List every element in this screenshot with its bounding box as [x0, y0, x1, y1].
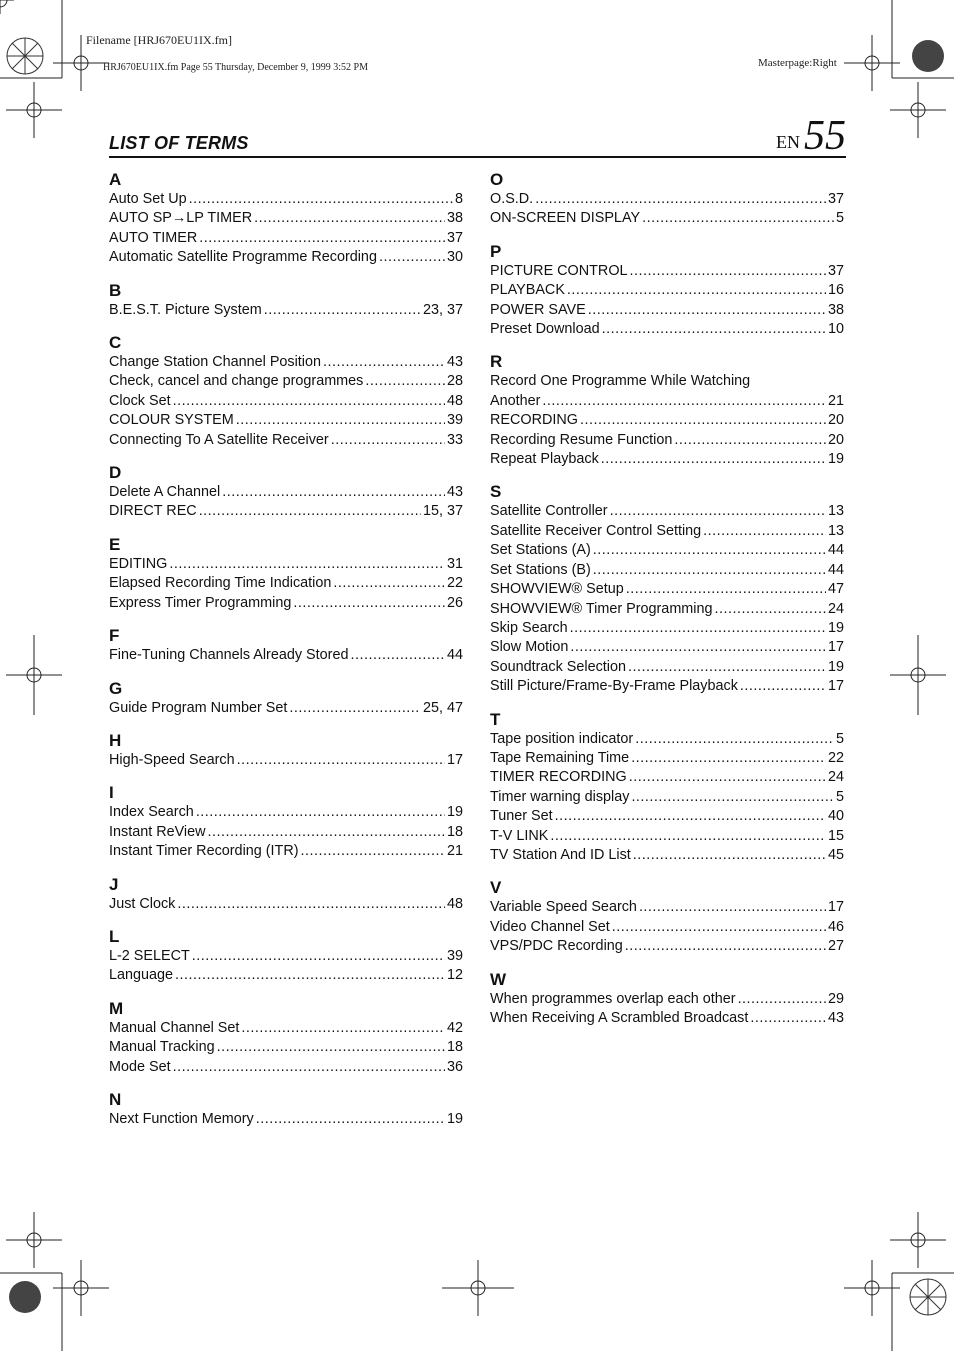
entry-page: 37	[446, 229, 463, 246]
index-entry	[109, 353, 463, 372]
entry-page: 20	[827, 412, 844, 429]
entry-term: O.S.D.	[490, 191, 534, 207]
index-section	[490, 481, 844, 696]
leader-dots	[196, 803, 445, 822]
leader-dots	[173, 1058, 445, 1077]
index-entry	[490, 392, 844, 411]
leader-dots	[750, 1009, 826, 1028]
leader-dots	[199, 229, 445, 248]
entry-term: VPS/PDC Recording	[490, 938, 623, 955]
entry-page: 23, 37	[422, 301, 463, 318]
index-entry	[490, 600, 844, 619]
leader-dots	[625, 937, 826, 956]
entry-page: 48	[446, 392, 463, 409]
leader-dots	[555, 807, 826, 826]
entry-term: Check, cancel and change programmes	[109, 373, 364, 390]
entry-term: Tape Remaining Time	[490, 749, 630, 766]
entry-page: 36	[446, 1058, 463, 1075]
index-section	[490, 169, 844, 229]
entry-term: Fine-Tuning Channels Already Stored	[109, 647, 349, 664]
entry-page: 5	[835, 788, 844, 805]
section-letter: W	[490, 969, 507, 989]
index-entry	[490, 301, 844, 320]
entry-page: 33	[446, 431, 463, 448]
entry-page: 27	[827, 938, 844, 955]
entry-page: 37	[827, 262, 844, 279]
entry-term: When programmes overlap each other	[490, 990, 736, 1007]
entry-term: PICTURE CONTROL	[490, 262, 628, 279]
entry-page: 38	[827, 301, 844, 318]
leader-dots	[703, 522, 826, 541]
index-entry	[490, 450, 844, 469]
index-section	[490, 709, 844, 866]
index-entry	[109, 574, 463, 593]
index-section	[109, 625, 463, 665]
leader-dots	[331, 431, 445, 450]
terms-column-right	[490, 169, 844, 1040]
leader-dots	[173, 392, 445, 411]
entry-page: 44	[446, 647, 463, 664]
entry-page: 30	[446, 249, 463, 266]
index-entry	[109, 594, 463, 613]
entry-term: Repeat Playback	[490, 451, 599, 468]
entry-term: L-2 SELECT	[109, 947, 190, 964]
entry-page: 12	[446, 967, 463, 984]
entry-page: 43	[446, 354, 463, 371]
entry-page: 18	[446, 1039, 463, 1056]
index-section	[109, 462, 463, 522]
entry-term: Manual Channel Set	[109, 1019, 240, 1036]
entry-term: Tape position indicator	[490, 730, 634, 747]
entry-page: 22	[446, 575, 463, 592]
section-letter: P	[490, 241, 502, 261]
index-entry	[490, 768, 844, 787]
entry-term: Recording Resume Function	[490, 431, 673, 448]
entry-page: 28	[446, 373, 463, 390]
index-section	[490, 877, 844, 956]
leader-dots	[738, 990, 826, 1009]
index-section	[490, 351, 844, 469]
index-entry	[109, 895, 463, 914]
entry-page: 26	[446, 594, 463, 611]
entry-term: Clock Set	[109, 392, 171, 409]
file-info-label: HRJ670EU1IX.fm Page 55 Thursday, December 9, 1999 3:52 PM	[103, 62, 368, 73]
leader-dots	[323, 353, 445, 372]
entry-term: Satellite Receiver Control Setting	[490, 522, 702, 539]
section-letter: R	[490, 352, 503, 372]
index-entry	[490, 541, 844, 560]
section-letter: H	[109, 730, 122, 750]
leader-dots	[254, 209, 445, 228]
leader-dots	[629, 768, 826, 787]
leader-dots	[177, 895, 445, 914]
entry-term: Another	[490, 392, 541, 409]
entry-page: 47	[827, 581, 844, 598]
index-entry	[109, 646, 463, 665]
leader-dots	[630, 262, 826, 281]
leader-dots	[601, 450, 826, 469]
leader-dots	[628, 658, 826, 677]
entry-page: 29	[827, 990, 844, 1007]
index-section	[109, 169, 463, 268]
index-section	[490, 241, 844, 340]
entry-term: Still Picture/Frame-By-Frame Playback	[490, 678, 738, 695]
index-section	[109, 874, 463, 914]
page-title: LIST OF TERMS	[109, 133, 249, 153]
entry-term: Instant Timer Recording (ITR)	[109, 843, 299, 860]
leader-dots	[264, 301, 421, 320]
entry-term: Instant ReView	[109, 823, 206, 840]
entry-page: 15	[827, 827, 844, 844]
leader-dots	[631, 749, 826, 768]
index-entry	[490, 580, 844, 599]
index-entry	[490, 730, 844, 749]
language-code: EN	[776, 132, 800, 152]
leader-dots	[236, 411, 445, 430]
leader-dots	[550, 827, 826, 846]
index-section	[109, 678, 463, 718]
index-section	[109, 332, 463, 450]
index-section	[109, 280, 463, 320]
entry-page: 19	[446, 804, 463, 821]
entry-page: 43	[446, 484, 463, 501]
leader-dots	[301, 842, 445, 861]
entry-page: 5	[835, 730, 844, 747]
entry-page: 15, 37	[422, 503, 463, 520]
page-header	[109, 113, 846, 159]
leader-dots	[293, 594, 445, 613]
entry-term: ON-SCREEN DISPLAY	[490, 210, 641, 227]
entry-page: 17	[446, 751, 463, 768]
entry-page: 18	[446, 823, 463, 840]
entry-page: 8	[454, 191, 463, 207]
leader-dots	[626, 580, 826, 599]
entry-term: Change Station Channel Position	[109, 354, 322, 371]
leader-dots	[192, 947, 445, 966]
index-entry	[490, 898, 844, 917]
entry-page: 17	[827, 639, 844, 656]
entry-page: 24	[827, 600, 844, 617]
leader-dots	[602, 320, 826, 339]
leader-dots	[365, 372, 445, 391]
entry-term: DIRECT REC	[109, 503, 197, 520]
section-letter: T	[490, 709, 501, 729]
entry-term: Soundtrack Selection	[490, 658, 626, 675]
entry-page: 39	[446, 412, 463, 429]
leader-dots	[169, 555, 445, 574]
index-entry	[109, 483, 463, 502]
entry-page: 10	[827, 321, 844, 338]
terms-column-left	[109, 169, 463, 1141]
entry-term: Skip Search	[490, 619, 568, 636]
leader-dots	[674, 431, 826, 450]
index-entry	[490, 1009, 844, 1028]
leader-dots	[217, 1038, 445, 1057]
entry-page: 38	[446, 210, 463, 227]
index-entry	[109, 751, 463, 770]
leader-dots	[350, 646, 445, 665]
entry-term: Elapsed Recording Time Indication	[109, 575, 332, 592]
entry-term: TV Station And ID List	[490, 846, 631, 863]
section-letter: F	[109, 626, 120, 646]
index-entry	[490, 937, 844, 956]
leader-dots	[631, 788, 834, 807]
entry-page: 37	[827, 191, 844, 207]
entry-page: 24	[827, 769, 844, 786]
index-entry	[490, 209, 844, 228]
entry-term: Guide Program Number Set	[109, 699, 288, 716]
entry-page: 19	[446, 1110, 463, 1127]
entry-page: 17	[827, 678, 844, 695]
entry-term: Video Channel Set	[490, 918, 610, 935]
entry-term: B.E.S.T. Picture System	[109, 301, 262, 318]
index-entry	[490, 807, 844, 826]
index-entry	[490, 846, 844, 865]
entry-page: 40	[827, 808, 844, 825]
entry-term: Express Timer Programming	[109, 594, 292, 611]
entry-page: 19	[827, 658, 844, 675]
leader-dots	[593, 541, 826, 560]
index-entry	[109, 1110, 463, 1129]
index-entry	[490, 827, 844, 846]
entry-page: 45	[827, 846, 844, 863]
entry-term: Satellite Controller	[490, 503, 608, 520]
index-entry	[490, 658, 844, 677]
entry-term: Automatic Satellite Programme Recording	[109, 249, 377, 266]
entry-term: Variable Speed Search	[490, 899, 637, 916]
section-letter: A	[109, 170, 122, 189]
leader-dots	[567, 281, 826, 300]
entry-page: 13	[827, 522, 844, 539]
entry-term: AUTO SP→LP TIMER	[109, 210, 253, 227]
entry-term: Tuner Set	[490, 808, 553, 825]
entry-page: 21	[446, 843, 463, 860]
leader-dots	[635, 730, 834, 749]
entry-term: Just Clock	[109, 895, 176, 912]
section-letter: L	[109, 926, 120, 946]
index-entry	[490, 788, 844, 807]
index-entry	[490, 619, 844, 638]
leader-dots	[222, 483, 445, 502]
index-entry	[490, 372, 844, 391]
index-entry	[490, 502, 844, 521]
leader-dots	[642, 209, 834, 228]
entry-term: POWER SAVE	[490, 301, 586, 318]
section-letter: V	[490, 878, 502, 898]
leader-dots	[588, 301, 826, 320]
section-letter: G	[109, 678, 123, 698]
leader-dots	[580, 411, 826, 430]
index-entry	[109, 966, 463, 985]
index-entry	[109, 431, 463, 450]
leader-dots	[237, 751, 445, 770]
section-letter: D	[109, 463, 122, 483]
entry-term: Slow Motion	[490, 639, 569, 656]
index-section	[109, 782, 463, 861]
index-entry	[490, 522, 844, 541]
leader-dots	[570, 638, 826, 657]
index-section	[490, 969, 844, 1029]
leader-dots	[535, 190, 826, 209]
leader-dots	[639, 898, 826, 917]
index-entry	[490, 990, 844, 1009]
entry-page: 19	[827, 451, 844, 468]
leader-dots	[379, 248, 445, 267]
index-section	[109, 998, 463, 1077]
index-entry	[490, 190, 844, 209]
section-letter: N	[109, 1089, 122, 1109]
entry-page: 31	[446, 555, 463, 572]
index-entry	[490, 320, 844, 339]
leader-dots	[256, 1110, 445, 1129]
index-section	[109, 534, 463, 613]
leader-dots	[208, 823, 445, 842]
entry-term: EDITING	[109, 555, 168, 572]
entry-term: Record One Programme While Watching	[490, 373, 751, 390]
index-entry	[490, 262, 844, 281]
entry-term: Connecting To A Satellite Receiver	[109, 431, 329, 448]
entry-term: SHOWVIEW® Timer Programming	[490, 600, 713, 617]
leader-dots	[189, 190, 453, 209]
leader-dots	[715, 600, 826, 619]
entry-term: TIMER RECORDING	[490, 769, 627, 786]
leader-dots	[610, 502, 826, 521]
index-entry	[109, 947, 463, 966]
index-entry	[109, 699, 463, 718]
entry-page: 20	[827, 431, 844, 448]
index-entry	[109, 1058, 463, 1077]
entry-page: 25, 47	[422, 699, 463, 716]
page-number: 55	[804, 113, 846, 159]
entry-page: 5	[835, 210, 844, 227]
entry-term: AUTO TIMER	[109, 229, 198, 246]
entry-term: Language	[109, 967, 174, 984]
entry-term: COLOUR SYSTEM	[109, 412, 234, 429]
entry-term: Manual Tracking	[109, 1039, 215, 1056]
index-entry	[490, 677, 844, 696]
index-entry	[109, 502, 463, 521]
index-entry	[109, 411, 463, 430]
entry-page: 43	[827, 1010, 844, 1026]
index-entry	[109, 1038, 463, 1057]
index-entry	[490, 411, 844, 430]
leader-dots	[333, 574, 445, 593]
section-letter: J	[109, 874, 119, 894]
index-entry	[109, 555, 463, 574]
index-entry	[109, 1019, 463, 1038]
leader-dots	[612, 918, 826, 937]
leader-dots	[199, 502, 421, 521]
index-entry	[109, 209, 463, 228]
index-entry	[109, 301, 463, 320]
index-entry	[490, 749, 844, 768]
section-letter: I	[109, 783, 114, 803]
index-section	[109, 1089, 463, 1129]
index-entry	[109, 190, 463, 209]
entry-term: SHOWVIEW® Setup	[490, 581, 624, 598]
index-section	[109, 926, 463, 986]
entry-term: When Receiving A Scrambled Broadcast	[490, 1010, 749, 1026]
index-entry	[490, 431, 844, 450]
leader-dots	[593, 561, 826, 580]
entry-term: RECORDING	[490, 412, 578, 429]
masterpage-label: Masterpage:Right	[758, 57, 837, 69]
entry-page: 44	[827, 542, 844, 559]
entry-page: 17	[827, 899, 844, 916]
entry-page: 21	[827, 392, 844, 409]
section-letter: C	[109, 333, 122, 353]
entry-page: 42	[446, 1019, 463, 1036]
entry-term: T-V LINK	[490, 827, 549, 844]
section-letter: S	[490, 482, 502, 502]
index-entry	[109, 248, 463, 267]
entry-term: Set Stations (A)	[490, 542, 591, 559]
entry-page: 44	[827, 561, 844, 578]
index-entry	[490, 281, 844, 300]
index-entry	[109, 803, 463, 822]
index-entry	[109, 372, 463, 391]
section-letter: B	[109, 280, 122, 300]
index-entry	[109, 823, 463, 842]
leader-dots	[740, 677, 826, 696]
entry-page: 16	[827, 282, 844, 299]
entry-term: Mode Set	[109, 1058, 171, 1075]
entry-page: 22	[827, 749, 844, 766]
leader-dots	[570, 619, 826, 638]
index-entry	[490, 561, 844, 580]
section-letter: M	[109, 998, 124, 1018]
section-letter: O	[490, 170, 504, 189]
entry-term: Delete A Channel	[109, 484, 221, 501]
entry-page: 48	[446, 895, 463, 912]
index-entry	[490, 918, 844, 937]
entry-page: 13	[827, 503, 844, 520]
leader-dots	[175, 966, 445, 985]
index-entry	[109, 842, 463, 861]
entry-term: Auto Set Up	[109, 191, 187, 207]
index-entry	[490, 638, 844, 657]
index-entry	[109, 229, 463, 248]
leader-dots	[542, 392, 826, 411]
entry-term: Timer warning display	[490, 788, 630, 805]
leader-dots	[241, 1019, 445, 1038]
entry-term: High-Speed Search	[109, 751, 235, 768]
entry-term: Set Stations (B)	[490, 561, 591, 578]
filename-label: Filename [HRJ670EU1IX.fm]	[86, 33, 232, 47]
entry-term: Preset Download	[490, 321, 600, 338]
index-section	[109, 730, 463, 770]
index-entry	[109, 392, 463, 411]
entry-term: PLAYBACK	[490, 282, 565, 299]
entry-page: 39	[446, 947, 463, 964]
entry-term: Next Function Memory	[109, 1110, 254, 1127]
entry-term: Index Search	[109, 804, 194, 821]
entry-page: 46	[827, 918, 844, 935]
leader-dots	[289, 699, 421, 718]
leader-dots	[633, 846, 826, 865]
section-letter: E	[109, 534, 121, 554]
entry-page: 19	[827, 619, 844, 636]
